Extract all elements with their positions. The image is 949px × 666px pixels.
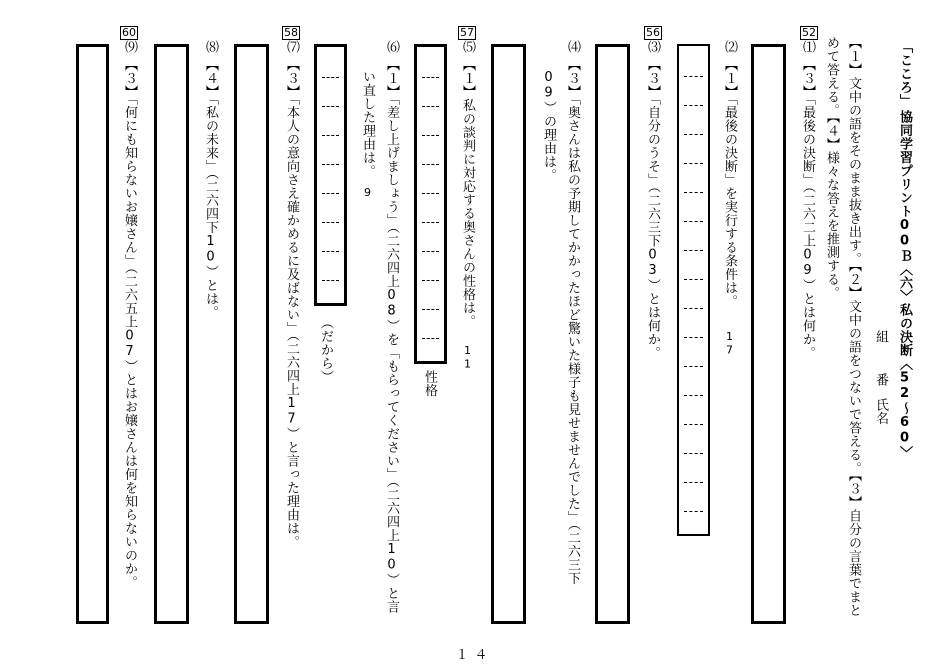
answer-box-9[interactable] [76,44,109,624]
question-7-text: 【３】「本人の意向さえ確かめるに及ばない」（二六四上17）と言った理由は。 [284,58,299,549]
answer-box-3[interactable] [595,44,630,624]
class-label: 組 [873,330,888,344]
question-number-badge: 60 [122,26,136,39]
answer-box-7[interactable] [234,44,269,624]
name-label: 氏名 [873,398,888,425]
question-number-badge: 56 [646,26,660,39]
question-1-number: ⑴ [800,40,815,54]
question-9-number: ⑼ [122,40,137,54]
question-number-badge: 58 [284,26,298,39]
page-title: 協同学習プリント00Ｂ〈六〉私の決断〈52〜60〉 [897,110,912,460]
question-3-number: ⑶ [645,40,660,54]
question-7-number: ⑺ [284,40,299,54]
answer-box-6[interactable] [314,44,347,306]
question-2-number: ⑵ [722,40,737,54]
number-label: 番 [873,373,888,387]
instruction-line-1: 【１】文中の語をそのまま抜き出す。【２】文中の語をつないで答える。【３】自分の言葉でまと [846,36,861,617]
question-4-text-cont: 09）の理由は。 [541,70,556,182]
question-2-note: 17 [723,330,736,357]
answer-box-1[interactable] [751,44,786,624]
question-6-text: 【１】「差し上げましょう」（二六四上08）を「もらってください」（二六四上10）と言 [384,58,399,614]
question-number-badge: 52 [802,26,816,39]
answer-box-8[interactable] [154,44,189,624]
question-8-number: ⑻ [203,40,218,54]
question-4-text: 【３】「奥さんは私の予期してかかったほど驚いた様子も見せませんでした」（二六三下 [565,58,580,585]
question-2-text: 【１】「最後の決断」を実行する条件は。 [722,58,737,308]
question-6-number: ⑹ [384,40,399,54]
question-6-note: 9 [361,186,374,200]
question-6-text-cont: い直した理由は。 [360,70,375,178]
question-1-text: 【３】「最後の決断」（二六二上09）とは何か。 [800,58,815,360]
page-number: １４ [455,648,494,663]
answer-box-2[interactable] [677,44,710,536]
question-3-text: 【３】「自分のうそ」（二六三下03）とは何か。 [645,58,660,360]
title-prefix: 「こころ」 [897,40,912,108]
question-8-text: 【４】「私の未来」（二六四下10）とは。 [203,58,218,319]
answer-box-4[interactable] [491,44,526,624]
instruction-line-2: めて答える。【４】様々な答えを推測する。 [824,36,839,300]
question-5-number: ⑸ [460,40,475,54]
question-number-badge: 57 [460,26,474,39]
question-4-number: ⑷ [565,40,580,54]
question-5-note: 11 [461,344,474,371]
question-9-text: 【３】「何にも知らないお嬢さん」（二六五上07）とはお嬢さんは何を知らないのか。 [122,58,137,589]
box-7-label: （だから） [318,316,333,384]
answer-box-5[interactable] [414,44,447,364]
question-5-text: 【１】私の談判に対応する奥さんの性格は。 [460,58,475,328]
box-5-label: 性格 [422,370,437,397]
